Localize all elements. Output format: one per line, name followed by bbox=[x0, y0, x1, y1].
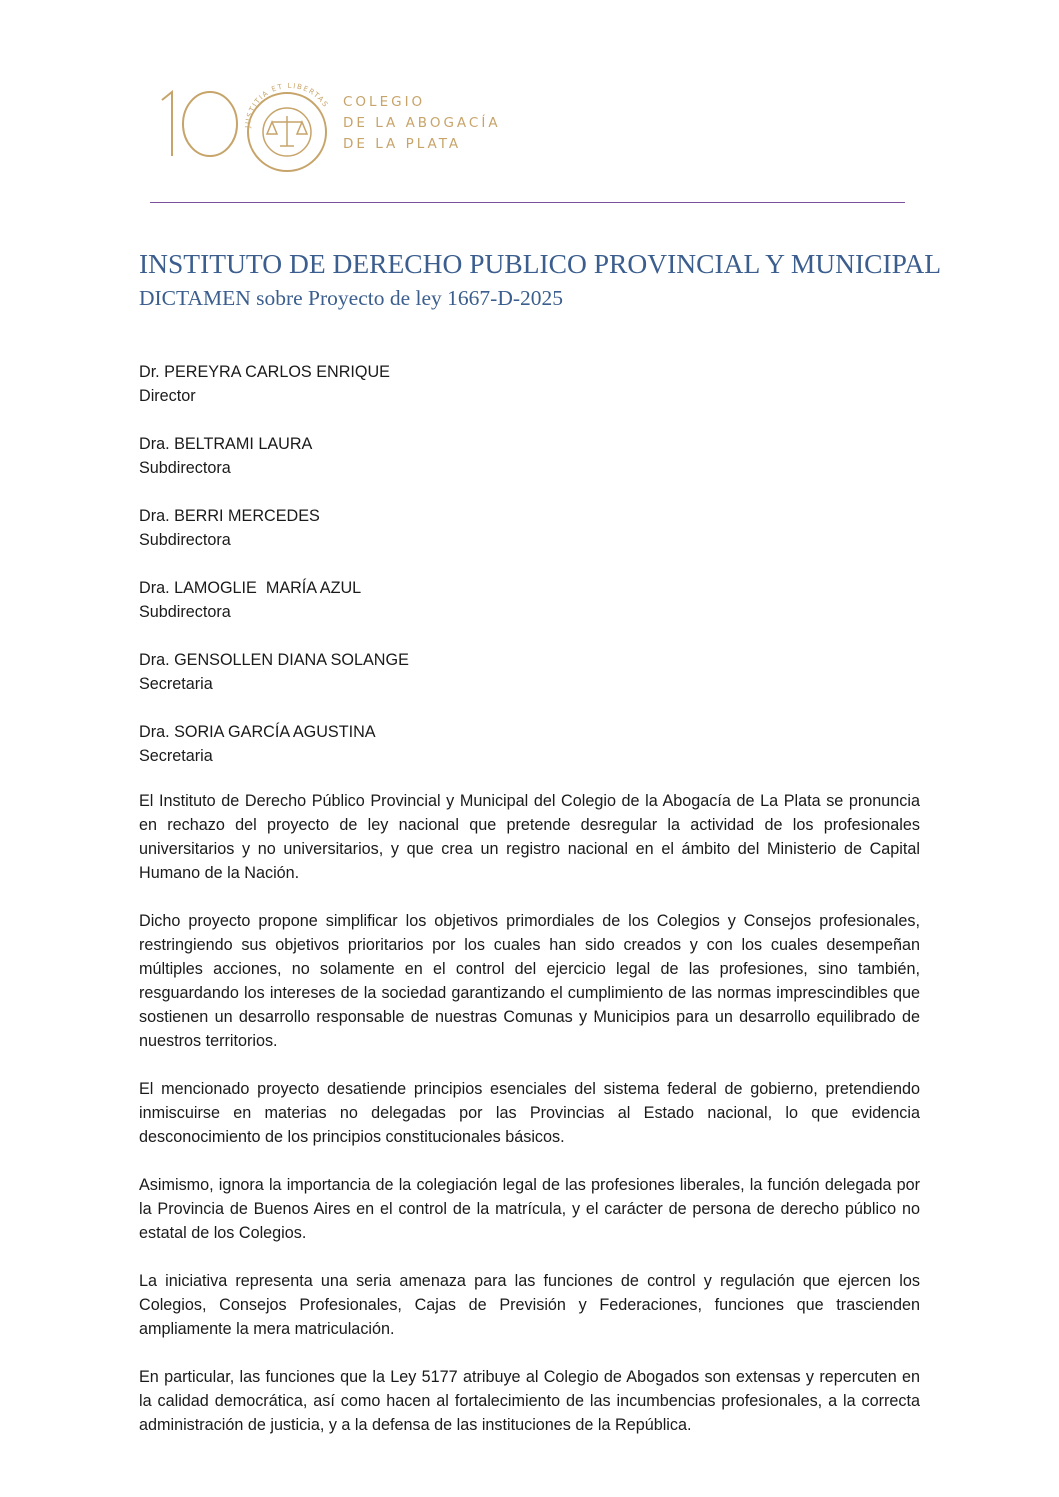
member-entry bbox=[139, 432, 919, 480]
member-entry bbox=[139, 648, 919, 696]
member-name: Dra. GENSOLLEN DIANA SOLANGE bbox=[139, 651, 409, 669]
member-list bbox=[139, 360, 919, 792]
document-title: INSTITUTO DE DERECHO PUBLICO PROVINCIAL Y MUNICIPAL bbox=[139, 248, 942, 279]
logo-line-2: DE LA ABOGACÍA bbox=[343, 115, 501, 131]
paragraph: En particular, las funciones que la Ley 5177 atribuye al Colegio de Abogados son extensas y repercuten en la calidad democrática, así como hacen al fortalecimiento de las incumbencias profesionales, a la correcta administración de justicia, y a la defensa de las instituciones de la República. bbox=[139, 1368, 920, 1434]
member-role: Subdirectora bbox=[139, 603, 231, 621]
logo-line-3: DE LA PLATA bbox=[343, 136, 462, 152]
paragraph: El Instituto de Derecho Público Provincial y Municipal del Colegio de la Abogacía de La Plata se pronuncia en rechazo del proyecto de ley nacional que pretende desregular la actividad de los profesionales universitarios y no universitarios, y que crea un registro nacional en el ámbito del Ministerio de Capital Humano de la Nación. bbox=[139, 792, 920, 882]
document-body bbox=[139, 789, 920, 1461]
centenary-logo bbox=[150, 80, 335, 180]
member-role: Secretaria bbox=[139, 747, 213, 765]
member-name: Dra. SORIA GARCÍA AGUSTINA bbox=[139, 723, 376, 741]
paragraph: Dicho proyecto propone simplificar los objetivos primordiales de los Colegios y Consejos profesionales, restringiendo sus objetivos prioritarios por los cuales han sido creados y con los cuales desempeñan múltiples acciones, no solamente en el control del ejercicio legal de las profesiones, sino también, resguardando los intereses de la sociedad garantizando el cumplimiento de las normas imprescindibles que sostienen un desarrollo responsable de nuestras Comunas y Municipios para un desarrollo equilibrado de nuestros territorios. bbox=[139, 912, 920, 1050]
paragraph: El mencionado proyecto desatiende principios esenciales del sistema federal de gobierno, pretendiendo inmiscuirse en materias no delegadas por las Provincias al Estado nacional, lo que evidencia desconocimiento de los principios constitucionales básicos. bbox=[139, 1080, 920, 1146]
member-name: Dra. LAMOGLIE MARÍA AZUL bbox=[139, 579, 362, 597]
member-role: Subdirectora bbox=[139, 531, 231, 549]
paragraph: La iniciativa representa una seria amenaza para las funciones de control y regulación que ejercen los Colegios, Consejos Profesionales, Cajas de Previsión y Federaciones, funciones que trascienden ampliamente la mera matriculación. bbox=[139, 1272, 920, 1338]
logo-line-1: COLEGIO bbox=[343, 94, 426, 110]
member-name: Dra. BERRI MERCEDES bbox=[139, 507, 320, 525]
member-role: Subdirectora bbox=[139, 459, 231, 477]
scales-icon bbox=[267, 116, 307, 146]
member-role: Director bbox=[139, 387, 196, 405]
logo-motto: JUSTITIA ET LIBERTAS bbox=[243, 81, 330, 129]
member-entry bbox=[139, 720, 919, 768]
member-entry bbox=[139, 576, 919, 624]
logo-wordmark bbox=[343, 92, 501, 155]
header-divider bbox=[150, 202, 905, 203]
member-name: Dr. PEREYRA CARLOS ENRIQUE bbox=[139, 363, 390, 381]
member-name: Dra. BELTRAMI LAURA bbox=[139, 435, 313, 453]
member-entry bbox=[139, 360, 919, 408]
document-subtitle: DICTAMEN sobre Proyecto de ley 1667-D-2025 bbox=[139, 286, 564, 310]
paragraph: Asimismo, ignora la importancia de la colegiación legal de las profesiones liberales, la función delegada por la Provincia de Buenos Aires en el control de la matrícula, y el carácter de persona de derecho público no estatal de los Colegios. bbox=[139, 1176, 920, 1242]
letterhead bbox=[150, 80, 910, 180]
member-role: Secretaria bbox=[139, 675, 213, 693]
member-entry bbox=[139, 504, 919, 552]
